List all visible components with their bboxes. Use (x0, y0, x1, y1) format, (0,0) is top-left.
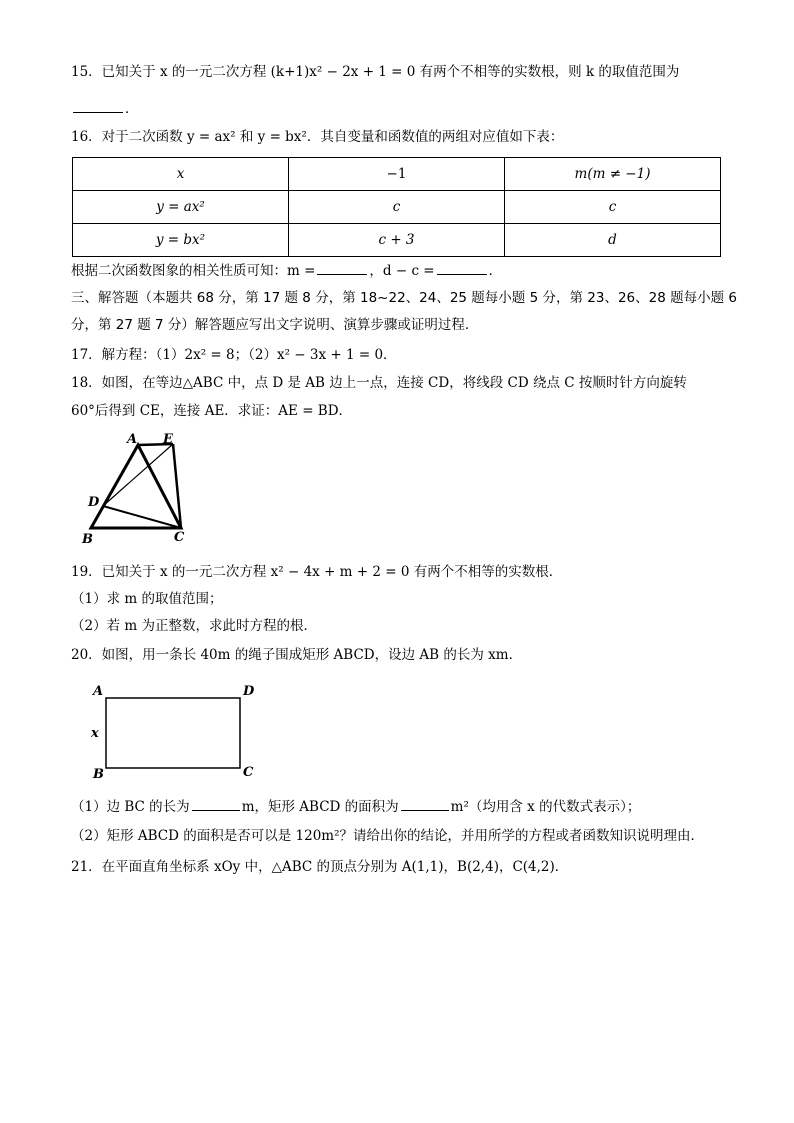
table-cell: y = bx² (73, 224, 289, 257)
label-a: A (93, 684, 104, 699)
q16-value-table (72, 157, 721, 257)
q16-blank-m[interactable] (317, 260, 367, 275)
table-row (73, 191, 721, 224)
q18-triangle-figure (75, 430, 195, 548)
q20-part2: （2）矩形 ABCD 的面积是否可以是 120m²？请给出你的结论，并用所学的方程或者函数知识说明理由． (71, 828, 705, 844)
q15-line1: 15．已知关于 x 的一元二次方程 (k+1)x² − 2x + 1 = 0 有两个不相等的实数根，则 k 的取值范围为 (71, 64, 680, 80)
label-c: C (174, 530, 185, 545)
q20-blank-bc[interactable] (192, 796, 240, 811)
table-cell: x (73, 158, 289, 191)
q19-line1: 19．已知关于 x 的一元二次方程 x² − 4x + m + 2 = 0 有两个不相等的实数根． (71, 564, 563, 580)
table-row (73, 224, 721, 257)
q18-line1: 18．如图，在等边△ABC 中，点 D 是 AB 边上一点，连接 CD，将线段 CD 绕点 C 按顺时针方向旋转 (71, 375, 687, 391)
table-cell: d (505, 224, 721, 257)
table-row (73, 158, 721, 191)
q20-rectangle-figure (88, 680, 263, 785)
table-cell: c (505, 191, 721, 224)
label-b: B (82, 532, 93, 547)
segment-de (103, 444, 173, 506)
label-b: B (93, 767, 104, 782)
label-d: D (243, 684, 255, 699)
q15-line2: ． (71, 98, 139, 119)
q16-after: 根据二次函数图象的相关性质可知：m = ，d − c = ． (71, 260, 502, 281)
q20-line1: 20．如图，用一条长 40m 的绳子围成矩形 ABCD，设边 AB 的长为 xm． (71, 647, 523, 663)
q21-text: 21．在平面直角坐标系 xOy 中，△ABC 的顶点分别为 A(1,1)，B(2,4)，C(4,2)． (71, 859, 569, 875)
label-x: x (91, 726, 99, 741)
rectangle-abcd (106, 698, 240, 768)
q18-line2: 60°后得到 CE，连接 AE．求证：AE = BD． (71, 403, 353, 419)
section3-line2: 分，第 27 题 7 分）解答题应写出文字说明、演算步骤或证明过程． (71, 317, 479, 333)
table-cell: c + 3 (289, 224, 505, 257)
q17-text: 17．解方程：（1）2x² = 8；（2）x² − 3x + 1 = 0． (71, 347, 397, 363)
q16-blank-dc[interactable] (437, 260, 487, 275)
q15-answer-blank[interactable] (73, 98, 123, 113)
q19-part1: （1）求 m 的取值范围； (71, 591, 223, 607)
label-d: D (88, 495, 100, 510)
q20-part1: （1）边 BC 的长为 m，矩形 ABCD 的面积为 m²（均用含 x 的代数式表示）； (71, 796, 640, 817)
table-cell: −1 (289, 158, 505, 191)
q16-intro: 16．对于二次函数 y = ax² 和 y = bx²．其自变量和函数值的两组对应值如下表： (71, 129, 564, 145)
label-c: C (243, 765, 254, 780)
label-e: E (163, 432, 173, 447)
segment-dc (103, 506, 181, 528)
q20-blank-area[interactable] (401, 796, 449, 811)
section3-line1: 三、解答题（本题共 68 分，第 17 题 8 分，第 18~22、24、25 题每小题 5 分，第 23、26、28 题每小题 6 (71, 290, 737, 306)
table-cell: m(m ≠ −1) (505, 158, 721, 191)
table-cell: c (289, 191, 505, 224)
label-a: A (127, 432, 138, 447)
table-cell: y = ax² (73, 191, 289, 224)
q19-part2: （2）若 m 为正整数，求此时方程的根． (71, 618, 317, 634)
